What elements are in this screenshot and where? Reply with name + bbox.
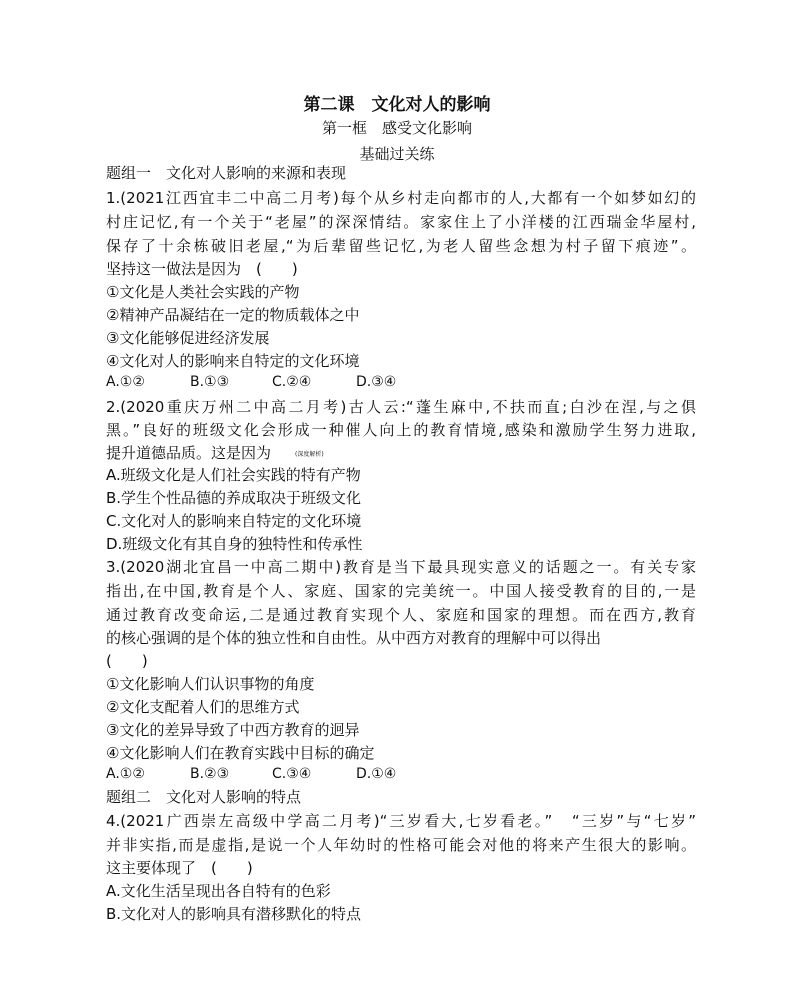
q3-statement: ②文化支配着人们的思维方式 [106,698,300,716]
section-title: 第一框 感受文化影响 [321,119,472,137]
q3-statement: ④文化影响人们在教育实践中目标的确定 [106,744,375,762]
lesson-title: 第二课 文化对人的影响 [303,95,491,115]
q3-option-a: A.①② [106,766,145,782]
q3-statement: ①文化影响人们认识事物的角度 [106,675,315,693]
q2-option-b: B.学生个性品德的养成取决于班级文化 [106,489,362,507]
q4-stem-line: 并非实指,而是虚指,是说一个人年幼时的性格可能会对他的将来产生很大的影响。 [106,836,696,854]
q1-statement: ①文化是人类社会实践的产物 [106,283,300,301]
exercise-title: 基础过关练 [359,145,435,163]
q2-stem-line: 黑。”良好的班级文化会形成一种催人向上的教育情境,感染和激励学生努力进取, [106,421,696,439]
q3-stem-line: ( ) [106,652,148,670]
q1-stem-line: 1.(2021江西宜丰二中高二月考)每个从乡村走向都市的人,大都有一个如梦如幻的 [106,189,696,207]
q4-stem-line: 4.(2021广西崇左高级中学高二月考)“三岁看大,七岁看老。” “三岁”与“七岁” [106,812,696,830]
q2-stem-line: 提升道德品质。这是因为 (深度解析) [106,444,324,462]
q3-statement: ③文化的差异导致了中西方教育的迥异 [106,721,360,739]
q4-option-b: B.文化对人的影响具有潜移默化的特点 [106,905,362,923]
q2-option-c: C.文化对人的影响来自特定的文化环境 [106,512,362,530]
q4-stem-line: 这主要体现了 ( ) [106,859,253,877]
q1-option-b: B.①③ [190,374,230,390]
q1-option-a: A.①② [106,374,145,390]
group-1-heading: 题组一 文化对人影响的来源和表现 [106,164,347,182]
q3-option-b: B.②③ [190,766,230,782]
q4-option-a: A.文化生活呈现出各自特有的色彩 [106,882,331,900]
q1-option-d: D.③④ [356,374,397,390]
q2-option-a: A.班级文化是人们社会实践的特有产物 [106,466,361,484]
q1-option-c: C.②④ [272,374,312,390]
q3-stem-line: 的核心强调的是个体的独立性和自由性。从中西方对教育的理解中可以得出 [106,629,602,647]
q1-statement: ②精神产品凝结在一定的物质载体之中 [106,306,360,324]
q1-statement: ③文化能够促进经济发展 [106,329,270,347]
q1-stem-line: 坚持这一做法是因为 ( ) [106,260,298,278]
q2-option-d: D.班级文化有其自身的独特性和传承性 [106,535,363,553]
q2-stem-line: 2.(2020重庆万州二中高二月考)古人云:“蓬生麻中,不扶而直;白沙在涅,与之俱 [106,398,696,416]
q1-stem-line: 保存了十余栋破旧老屋,“为后辈留些记忆,为老人留些念想为村子留下痕迹”。 [106,237,696,255]
q3-option-d: D.①④ [356,766,397,782]
group-2-heading: 题组二 文化对人影响的特点 [106,788,302,806]
q3-stem-line: 指出,在中国,教育是个人、家庭、国家的完美统一。中国人接受教育的目的,一是 [106,582,696,600]
q3-option-c: C.③④ [272,766,312,782]
q3-stem-line: 3.(2020湖北宜昌一中高二期中)教育是当下最具现实意义的话题之一。有关专家 [106,558,696,576]
q1-stem-line: 村庄记忆,有一个关于“老屋”的深深情结。家家住上了小洋楼的江西瑞金华屋村, [106,213,696,231]
q1-statement: ④文化对人的影响来自特定的文化环境 [106,352,360,370]
analysis-tag: (深度解析) [295,451,324,458]
q3-stem-line: 通过教育改变命运,二是通过教育实现个人、家庭和国家的理想。而在西方,教育 [106,606,696,624]
